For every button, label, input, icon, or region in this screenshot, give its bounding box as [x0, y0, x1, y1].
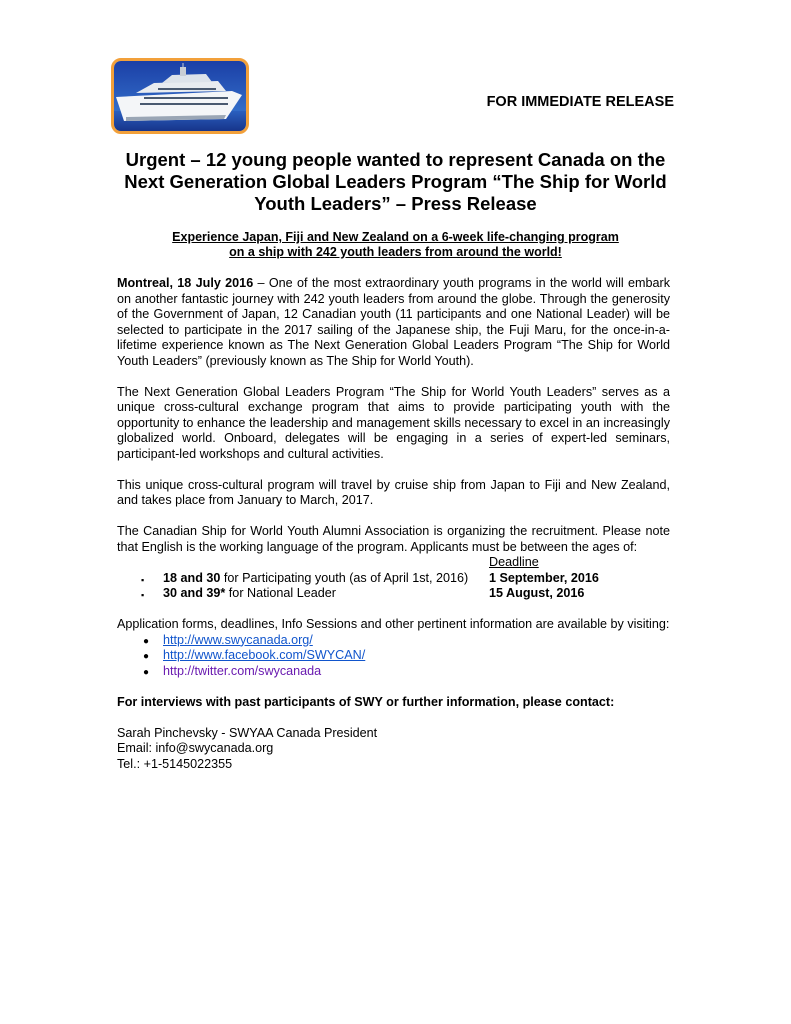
page-title [100, 149, 691, 215]
deadline-heading: Deadline [489, 555, 539, 569]
age-description: for Participating youth (as of April 1st, 2016) [220, 570, 469, 585]
application-paragraph: Application forms, deadlines, Info Sessions and other pertinent information are available by visiting: [117, 617, 670, 631]
age-row [117, 586, 670, 602]
bullet-icon: ● [143, 651, 150, 662]
twitter-link[interactable]: http://twitter.com/swycanada [163, 663, 322, 678]
age-range: 30 and 39* [163, 586, 226, 600]
title-line: Youth Leaders” – Press Release [254, 193, 537, 214]
recruitment-paragraph: The Canadian Ship for World Youth Alumni Association is organizing the recruitment. Please note that English is the working language of the program. Applicants must be between the ages of: [117, 524, 670, 554]
contact-block [117, 726, 670, 773]
link-list [117, 633, 670, 680]
swycanada-link[interactable]: http://www.swycanada.org/ [163, 632, 313, 647]
contact-phone: Tel.: +1-5145022355 [117, 756, 233, 771]
contact-name: Sarah Pinchevsky - SWYAA Canada President [117, 725, 378, 740]
travel-paragraph: This unique cross-cultural program will travel by cruise ship from Japan to Fiji and New Zealand, and takes place from January to March, 2017. [117, 477, 670, 507]
deadline-date: 1 September, 2016 [489, 570, 599, 585]
age-description: for National Leader [225, 586, 336, 600]
intro-text: – One of the most extraordinary youth programs in the world will embark on another fantastic journey with 242 youth leaders from around the globe. Through the generosity of the Government of Japan, 12 Canadian youth (11 participants and one National Leader) will be selected to participate in the 2017 sailing of the Japanese ship, the Fuji Maru, for the once-in-a-lifetime experience known as The Next Generation Global Leaders Program “The Ship for World Youth Leaders” (previously known as The Ship for World Youth). [117, 276, 670, 368]
title-line: Next Generation Global Leaders Program “The Ship for World [124, 171, 667, 192]
age-range: 18 and 30 [163, 570, 221, 585]
contact-heading: For interviews with past participants of SWY or further information, please contact: [117, 694, 615, 709]
list-item [117, 648, 670, 664]
press-release-body [117, 276, 670, 772]
title-line: Urgent – 12 young people wanted to represent Canada on the [125, 149, 666, 170]
contact-email: Email: info@swycanada.org [117, 741, 274, 755]
square-bullet-icon: ▪ [141, 574, 145, 585]
release-label: FOR IMMEDIATE RELEASE [486, 94, 674, 110]
bullet-icon: ● [143, 666, 150, 678]
list-item [117, 664, 670, 680]
cruise-ship-icon [114, 61, 246, 131]
square-bullet-icon: ▪ [141, 590, 145, 600]
program-paragraph: The Next Generation Global Leaders Program “The Ship for World Youth Leaders” serves as a unique cross-cultural exchange program that aims to provide participating youth with the opportunity to enhance the leadership and management skills necessary to excel in an increasingly globalized world. Onboard, delegates will be engaging in a series of expert-led seminars, participant-led workshops and cultural activities. [117, 384, 670, 461]
facebook-link[interactable]: http://www.facebook.com/SWYCAN/ [163, 648, 366, 662]
cruise-ship-logo [111, 58, 249, 134]
deadline-date: 15 August, 2016 [489, 586, 585, 600]
subtitle [100, 230, 691, 260]
bullet-icon: ● [143, 635, 150, 647]
age-row [117, 571, 670, 587]
subtitle-line: Experience Japan, Fiji and New Zealand on a 6-week life-changing program [172, 230, 619, 244]
dateline: Montreal, 18 July 2016 [117, 276, 254, 290]
subtitle-line: on a ship with 242 youth leaders from around the world! [229, 245, 562, 259]
intro-paragraph [117, 276, 670, 369]
list-item [117, 633, 670, 649]
